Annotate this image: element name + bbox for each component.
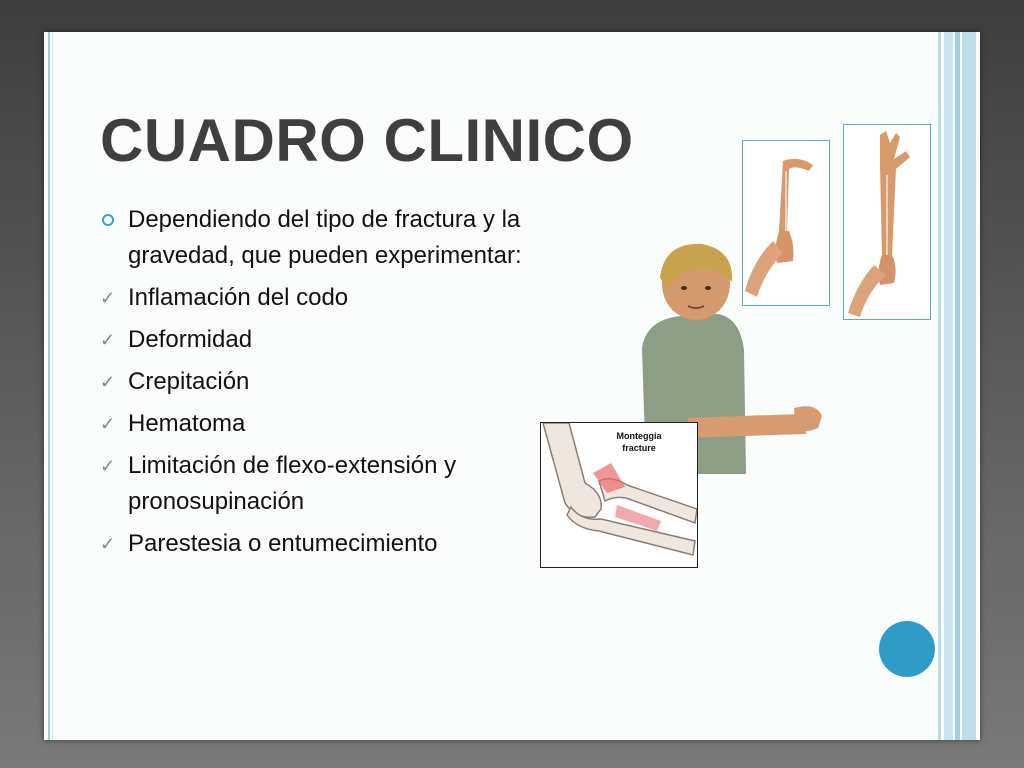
list-item bbox=[98, 364, 538, 400]
checkmark-icon: ✓ bbox=[100, 534, 116, 554]
checkmark-icon: ✓ bbox=[100, 288, 116, 308]
list-item-text: Deformidad bbox=[128, 326, 253, 353]
left-accent-bar-thin bbox=[52, 32, 53, 740]
figure-label-line2: fracture bbox=[622, 443, 656, 453]
bullet-list bbox=[98, 202, 538, 568]
circle-bullet-icon bbox=[102, 214, 114, 226]
list-item-text: Inflamación del codo bbox=[128, 284, 349, 311]
list-item bbox=[98, 448, 538, 520]
checkmark-icon: ✓ bbox=[100, 456, 116, 476]
list-item bbox=[98, 280, 538, 316]
right-stripe bbox=[944, 32, 953, 740]
checkmark-icon: ✓ bbox=[100, 372, 116, 392]
list-item bbox=[98, 322, 538, 358]
right-stripe bbox=[955, 32, 960, 740]
decorative-circle bbox=[879, 621, 935, 677]
arm-extension-image bbox=[843, 124, 931, 320]
slide bbox=[44, 32, 980, 740]
list-item-text: Limitación de flexo-extensión y pronosupinación bbox=[128, 452, 457, 515]
list-item-text: Dependiendo del tipo de fractura y la gravedad, que pueden experimentar: bbox=[128, 206, 522, 269]
monteggia-fracture-image bbox=[540, 422, 698, 568]
checkmark-icon: ✓ bbox=[100, 330, 116, 350]
list-item-text: Hematoma bbox=[128, 410, 246, 437]
list-item-text: Parestesia o entumecimiento bbox=[128, 530, 438, 557]
right-stripe bbox=[938, 32, 941, 740]
list-item-intro bbox=[98, 202, 538, 274]
right-stripe bbox=[962, 32, 976, 740]
left-accent-bar bbox=[48, 32, 50, 740]
list-item bbox=[98, 526, 538, 562]
checkmark-icon: ✓ bbox=[100, 414, 116, 434]
list-item-text: Crepitación bbox=[128, 368, 250, 395]
list-item bbox=[98, 406, 538, 442]
figure-label-line1: Monteggia bbox=[616, 431, 662, 441]
slide-title: CUADRO CLINICO bbox=[100, 107, 634, 174]
